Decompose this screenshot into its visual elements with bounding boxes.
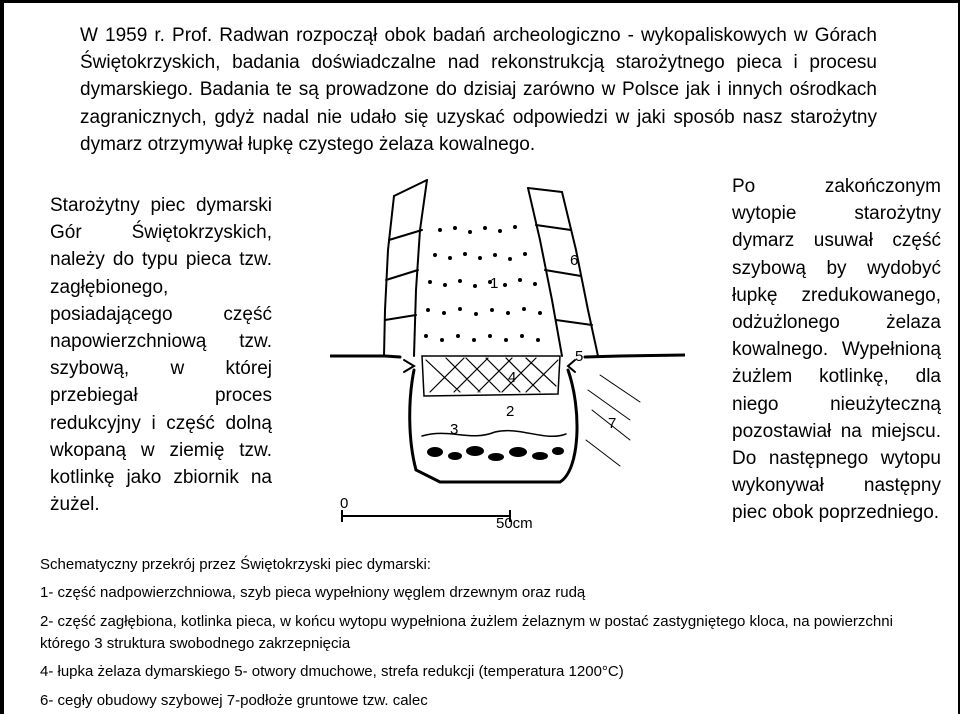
slag-blobs <box>427 446 564 461</box>
intro-paragraph: W 1959 r. Prof. Radwan rozpoczął obok badań archeologiczno - wykopaliskowych w Górach Świętokrzyskich, badania doświadczalne nad rekonstrukcją starożytnego pieca i procesu dymarskiego. Badania te są prowadzone do dzisiaj zarówno w Polsce jak i innych ośrodkach zagranicznych, gdyż nadal nie udało się uzyskać odpowiedzi w jaki sposób nasz starożytny dymarz otrzymywał łupkę czystego żelaza kowalnego. <box>80 25 877 155</box>
scale-end-label: 50cm <box>496 515 533 530</box>
left-wall-inner <box>414 180 427 356</box>
label-5: 5 <box>575 348 584 365</box>
label-1: 1 <box>490 275 499 292</box>
left-description: Starożytny piec dymarski Gór Świętokrzyskich, należy do typu pieca tzw. zagłębionego, posiadającego część napowierzchniową tzw. szybową, w której przebiegał proces redukcyjny i część dolną wkopaną w ziemię tzw. kotlinkę jako zbiornik na żużel. <box>50 195 272 516</box>
label-4: 4 <box>508 369 517 386</box>
label-2: 2 <box>506 403 515 420</box>
left-wall-outer <box>384 196 394 356</box>
charge-dots <box>424 225 542 342</box>
slide-border-top <box>0 0 960 3</box>
label-3: 3 <box>450 421 459 438</box>
legend-title: Schematyczny przekrój przez Świętokrzyski piec dymarski: <box>40 556 431 573</box>
legend-item-1: 1- część nadpowierzchniowa, szyb pieca wypełniony węglem drzewnym oraz rudą <box>40 584 586 601</box>
right-description: Po zakończonym wytopie starożytny dymarz usuwał część szybową by wydobyć łupkę zredukowanego, odżużlonego żelaza kowalnego. Wypełnioną żużlem kotlinkę, dla niego nieużyteczną pozostawiał na miejscu. Do następnego wytopu wykonywał następny piec obok poprzedniego. <box>732 176 941 524</box>
furnace-cross-section-diagram <box>330 170 685 530</box>
label-6: 6 <box>570 252 579 269</box>
legend-item-4: 6- cegły obudowy szybowej 7-podłoże gruntowe tzw. calec <box>40 692 428 709</box>
legend-item-2: 2- część zagłębiona, kotlinka pieca, w końcu wytopu wypełniona żużlem żelaznym w postać zastygniętego kloca, na powierzchni którego 3 struktura swobodnego zakrzepnięcia <box>40 613 893 652</box>
scale-zero-label: 0 <box>340 495 349 512</box>
label-7: 7 <box>608 415 617 432</box>
slide-border-left <box>0 0 4 714</box>
legend-item-3: 4- łupka żelaza dymarskiego 5- otwory dmuchowe, strefa redukcji (temperatura 1200°C) <box>40 663 624 680</box>
scale-bar <box>342 510 510 522</box>
